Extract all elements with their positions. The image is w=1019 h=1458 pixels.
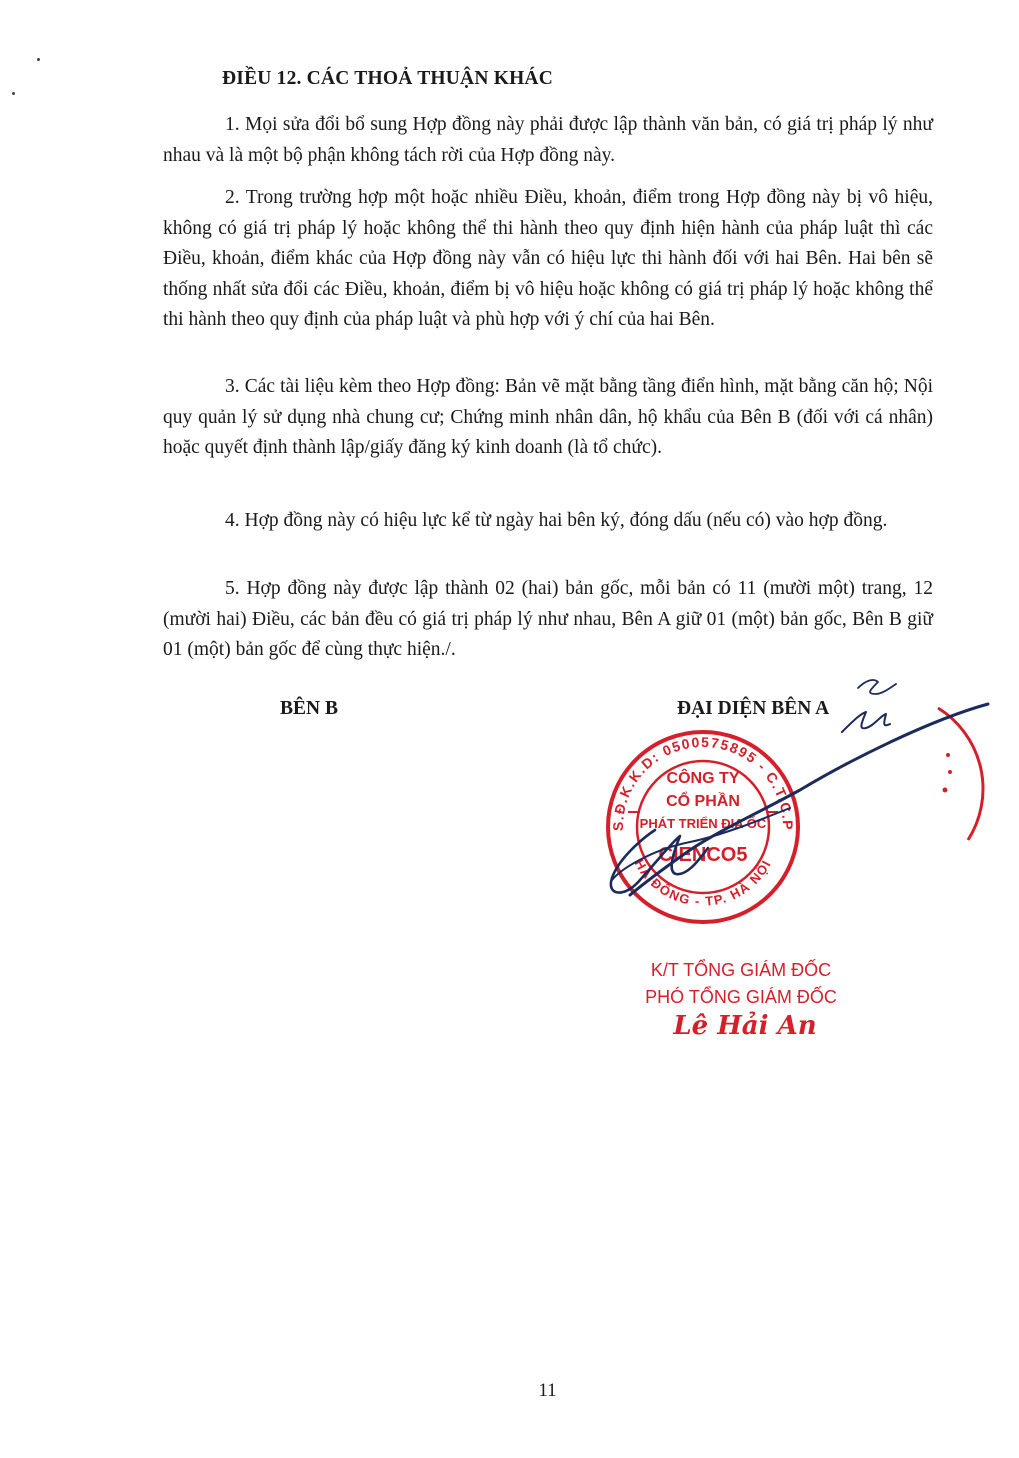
page-number: 11 — [538, 1380, 557, 1401]
paragraph-4: 4. Hợp đồng này có hiệu lực kể từ ngày hai bên ký, đóng dấu (nếu có) vào hợp đồng. — [225, 510, 888, 531]
seal-company-type: CÔNG TY — [666, 770, 740, 787]
signer-title-line-2: PHÓ TỔNG GIÁM ĐỐC — [645, 987, 837, 1007]
seal-company-business: PHÁT TRIỂN ĐỊA ỐC — [639, 816, 767, 831]
seal-company-form: CỔ PHẦN — [666, 793, 740, 810]
paragraph-5: 5. Hợp đồng này được lập thành 02 (hai) bản gốc, mỗi bản có 11 (mười một) trang, 12 (mười hai) Điều, các bản đều có giá trị pháp lý như nhau, Bên A giữ 01 (một) bản gốc, Bên B giữ 01 (một) bản gốc để cùng thực hiện./. — [163, 578, 933, 660]
seal-ring-bottom-text: HÀ ĐÔNG - TP. HÀ NỘI — [631, 856, 775, 909]
paragraph-3: 3. Các tài liệu kèm theo Hợp đồng: Bản vẽ mặt bằng tầng điển hình, mặt bằng căn hộ; Nội quy quản lý sử dụng nhà chung cư; Chứng minh nhân dân, hộ khẩu của Bên B (đối với cá nhân) hoặc quyết định thành lập/giấy đăng ký kinh doanh (là tổ chức). — [163, 376, 933, 458]
signer-title-line-1: K/T TỔNG GIÁM ĐỐC — [650, 960, 832, 980]
party-b-label: BÊN B — [280, 698, 338, 719]
article-heading: ĐIỀU 12. CÁC THOẢ THUẬN KHÁC — [222, 68, 553, 89]
paragraph-1: 1. Mọi sửa đổi bổ sung Hợp đồng này phải được lập thành văn bản, có giá trị pháp lý như nhau và là một bộ phận không tách rời của Hợp đồng này. — [163, 114, 933, 166]
party-a-label: ĐẠI DIỆN BÊN A — [677, 698, 830, 719]
paragraph-2: 2. Trong trường hợp một hoặc nhiều Điều, khoản, điểm trong Hợp đồng này bị vô hiệu, không có giá trị pháp lý hoặc không thể thi hành theo quy định hiện hành của pháp luật thì các Điều, khoản, điểm khác của Hợp đồng này vẫn có hiệu lực thi hành đối với hai Bên. Hai bên sẽ thống nhất sửa đổi các Điều, khoản, điểm bị vô hiệu hoặc không có giá trị pháp lý hoặc không thể thi hành theo quy định của pháp luật và phù hợp với ý chí của hai Bên. — [163, 187, 933, 330]
partial-stamp-edge — [938, 708, 983, 840]
seal-ring-top-text: S.Đ.K.K.D: 0500575895 - C.T.C.P — [609, 733, 797, 832]
seal-company-name: CIENCO5 — [658, 844, 748, 866]
company-seal — [608, 732, 798, 922]
signer-name: Lê Hải An — [673, 1011, 817, 1041]
